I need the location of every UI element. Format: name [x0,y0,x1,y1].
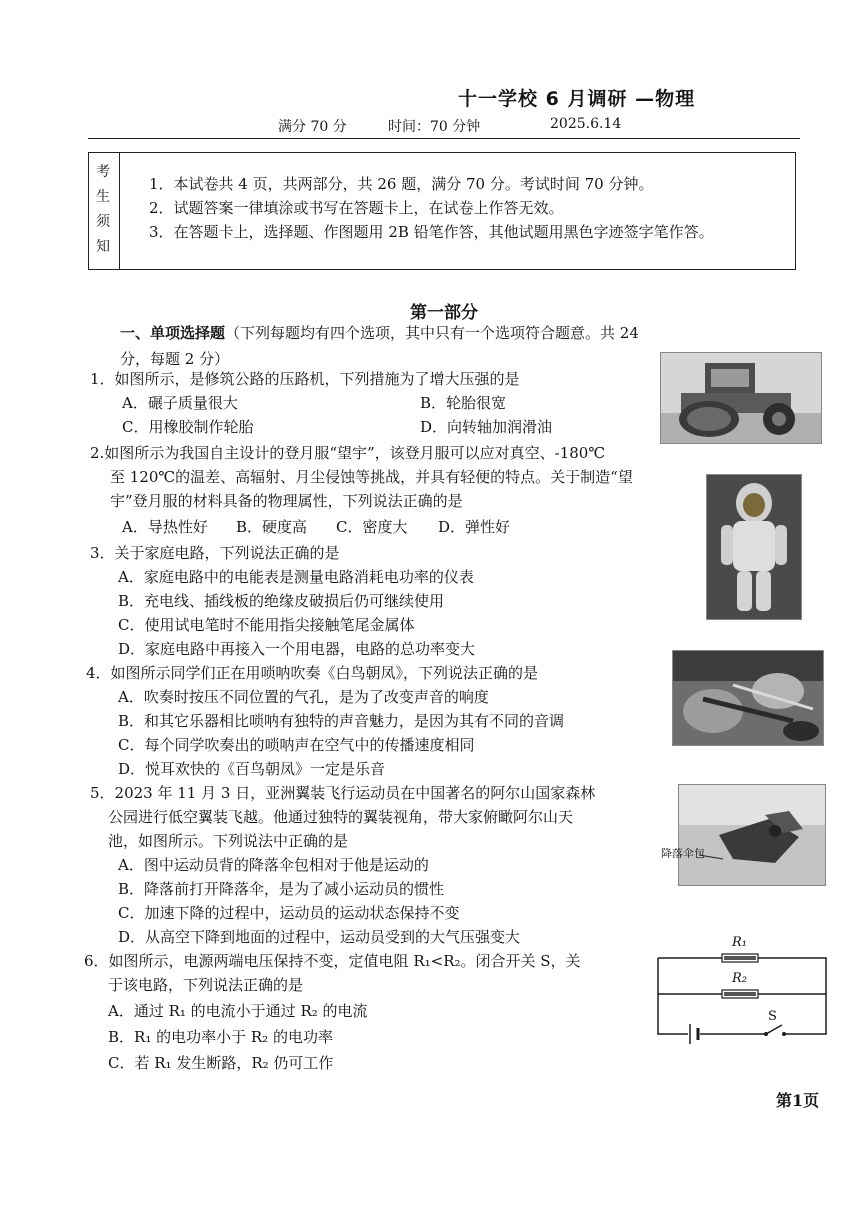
q3-option-a: A．家庭电路中的电能表是测量电路消耗电功率的仪表 [118,568,474,586]
notice-box [88,152,796,270]
q2-option-c: C．密度大 [336,518,408,536]
notice-label-char: 知 [96,239,110,255]
q4-option-d: D．悦耳欢快的《百鸟朝凤》一定是乐音 [118,760,386,778]
question-2-line: 宇”登月服的材料具备的物理属性，下列说法正确的是 [110,492,463,510]
question-5-line: 5．2023 年 11 月 3 日，亚洲翼装飞行运动员在中国著名的阿尔山国家森林 [90,784,596,802]
question-3: 3．关于家庭电路，下列说法正确的是 [90,544,340,562]
q4-option-c: C．每个同学吹奏出的唢呐声在空气中的传播速度相同 [118,736,475,754]
q4-option-a: A．吹奏时按压不同位置的气孔，是为了改变声音的响度 [118,688,489,706]
notice-item: 3．在答题卡上，选择题、作图题用 2B 铅笔作答，其他试题用黑色字迹签字笔作答。 [149,223,714,241]
full-score: 满分 70 分 [278,119,347,135]
q5-option-d: D．从高空下降到地面的过程中，运动员受到的大气压强变大 [118,928,521,946]
q6-option-a: A．通过 R₁ 的电流小于通过 R₂ 的电流 [108,1002,368,1020]
suona-players-photo [672,650,824,746]
section-heading [120,320,650,372]
q4-option-b: B．和其它乐器相比唢呐有独特的声音魅力，是因为其有不同的音调 [118,712,565,730]
q5-option-c: C．加速下降的过程中，运动员的运动状态保持不变 [118,904,460,922]
question-2-line: 2.如图所示为我国自主设计的登月服“望宇”，该登月服可以应对真空、-180℃ [90,444,606,462]
q1-option-b: B．轮胎很宽 [420,394,507,412]
r2-label: R₂ [732,971,747,986]
question-4: 4．如图所示同学们正在用唢呐吹奏《白鸟朝凤》，下列说法正确的是 [86,664,539,682]
exam-time: 时间：70 分钟 [388,119,481,135]
question-5-line: 公园进行低空翼装飞越。他通过独特的翼装视角，带大家俯瞰阿尔山天 [108,808,574,826]
question-1: 1．如图所示，是修筑公路的压路机，下列措施为了增大压强的是 [90,370,520,388]
q3-option-b: B．充电线、插线板的绝缘皮破损后仍可继续使用 [118,592,445,610]
exam-title: 十一学校 6 月调研 —物理 [458,88,696,110]
q2-option-a: A．导热性好 [122,518,208,536]
switch-label: S [768,1009,777,1024]
q1-option-c: C．用橡胶制作轮胎 [122,418,254,436]
parachute-label: 降落伞包 [661,847,705,860]
road-roller-photo [660,352,822,444]
page-number: 第1页 [776,1091,820,1110]
q1-option-d: D．向转轴加润滑油 [420,418,553,436]
question-2-line: 至 120℃的温差、高辐射、月尘侵蚀等挑战，并具有轻便的特点。关于制造“望 [110,468,633,486]
part-title: 第一部分 [410,303,478,323]
section-desc: （下列每题均有四个选项，其中只有一个选项符合题意。共 24 分，每题 2 分） [120,324,639,368]
q2-option-d: D．弹性好 [438,518,511,536]
q6-option-b: B．R₁ 的电功率小于 R₂ 的电功率 [108,1028,333,1046]
q3-option-c: C．使用试电笔时不能用指尖接触笔尾金属体 [118,616,415,634]
circuit-diagram [652,928,832,1042]
notice-label-char: 须 [96,214,110,230]
header-rule [88,138,800,139]
notice-item: 2．试题答案一律填涂或书写在答题卡上，在试卷上作答无效。 [149,199,564,217]
notice-label [89,153,120,269]
question-6-line: 6．如图所示，电源两端电压保持不变，定值电阻 R₁<R₂。闭合开关 S，关 [84,952,581,970]
q2-option-b: B．硬度高 [236,518,308,536]
r1-label: R₁ [732,935,747,950]
q1-option-a: A．碾子质量很大 [122,394,238,412]
question-6-line: 于该电路，下列说法正确的是 [108,976,304,994]
q6-option-c: C．若 R₁ 发生断路，R₂ 仍可工作 [108,1054,334,1072]
notice-label-char: 生 [96,189,110,205]
spacesuit-photo [706,474,802,620]
notice-item: 1．本试卷共 4 页，共两部分，共 26 题，满分 70 分。考试时间 70 分钟。 [149,175,654,193]
question-5-line: 池，如图所示。下列说法中正确的是 [108,832,349,850]
q5-option-a: A．图中运动员背的降落伞包相对于他是运动的 [118,856,429,874]
notice-label-char: 考 [96,164,110,180]
q5-option-b: B．降落前打开降落伞，是为了减小运动员的惯性 [118,880,445,898]
q3-option-d: D．家庭电路中再接入一个用电器，电路的总功率变大 [118,640,476,658]
section-label: 一、单项选择题 [120,324,226,342]
wingsuit-photo [661,784,826,886]
exam-date: 2025.6.14 [550,116,622,132]
